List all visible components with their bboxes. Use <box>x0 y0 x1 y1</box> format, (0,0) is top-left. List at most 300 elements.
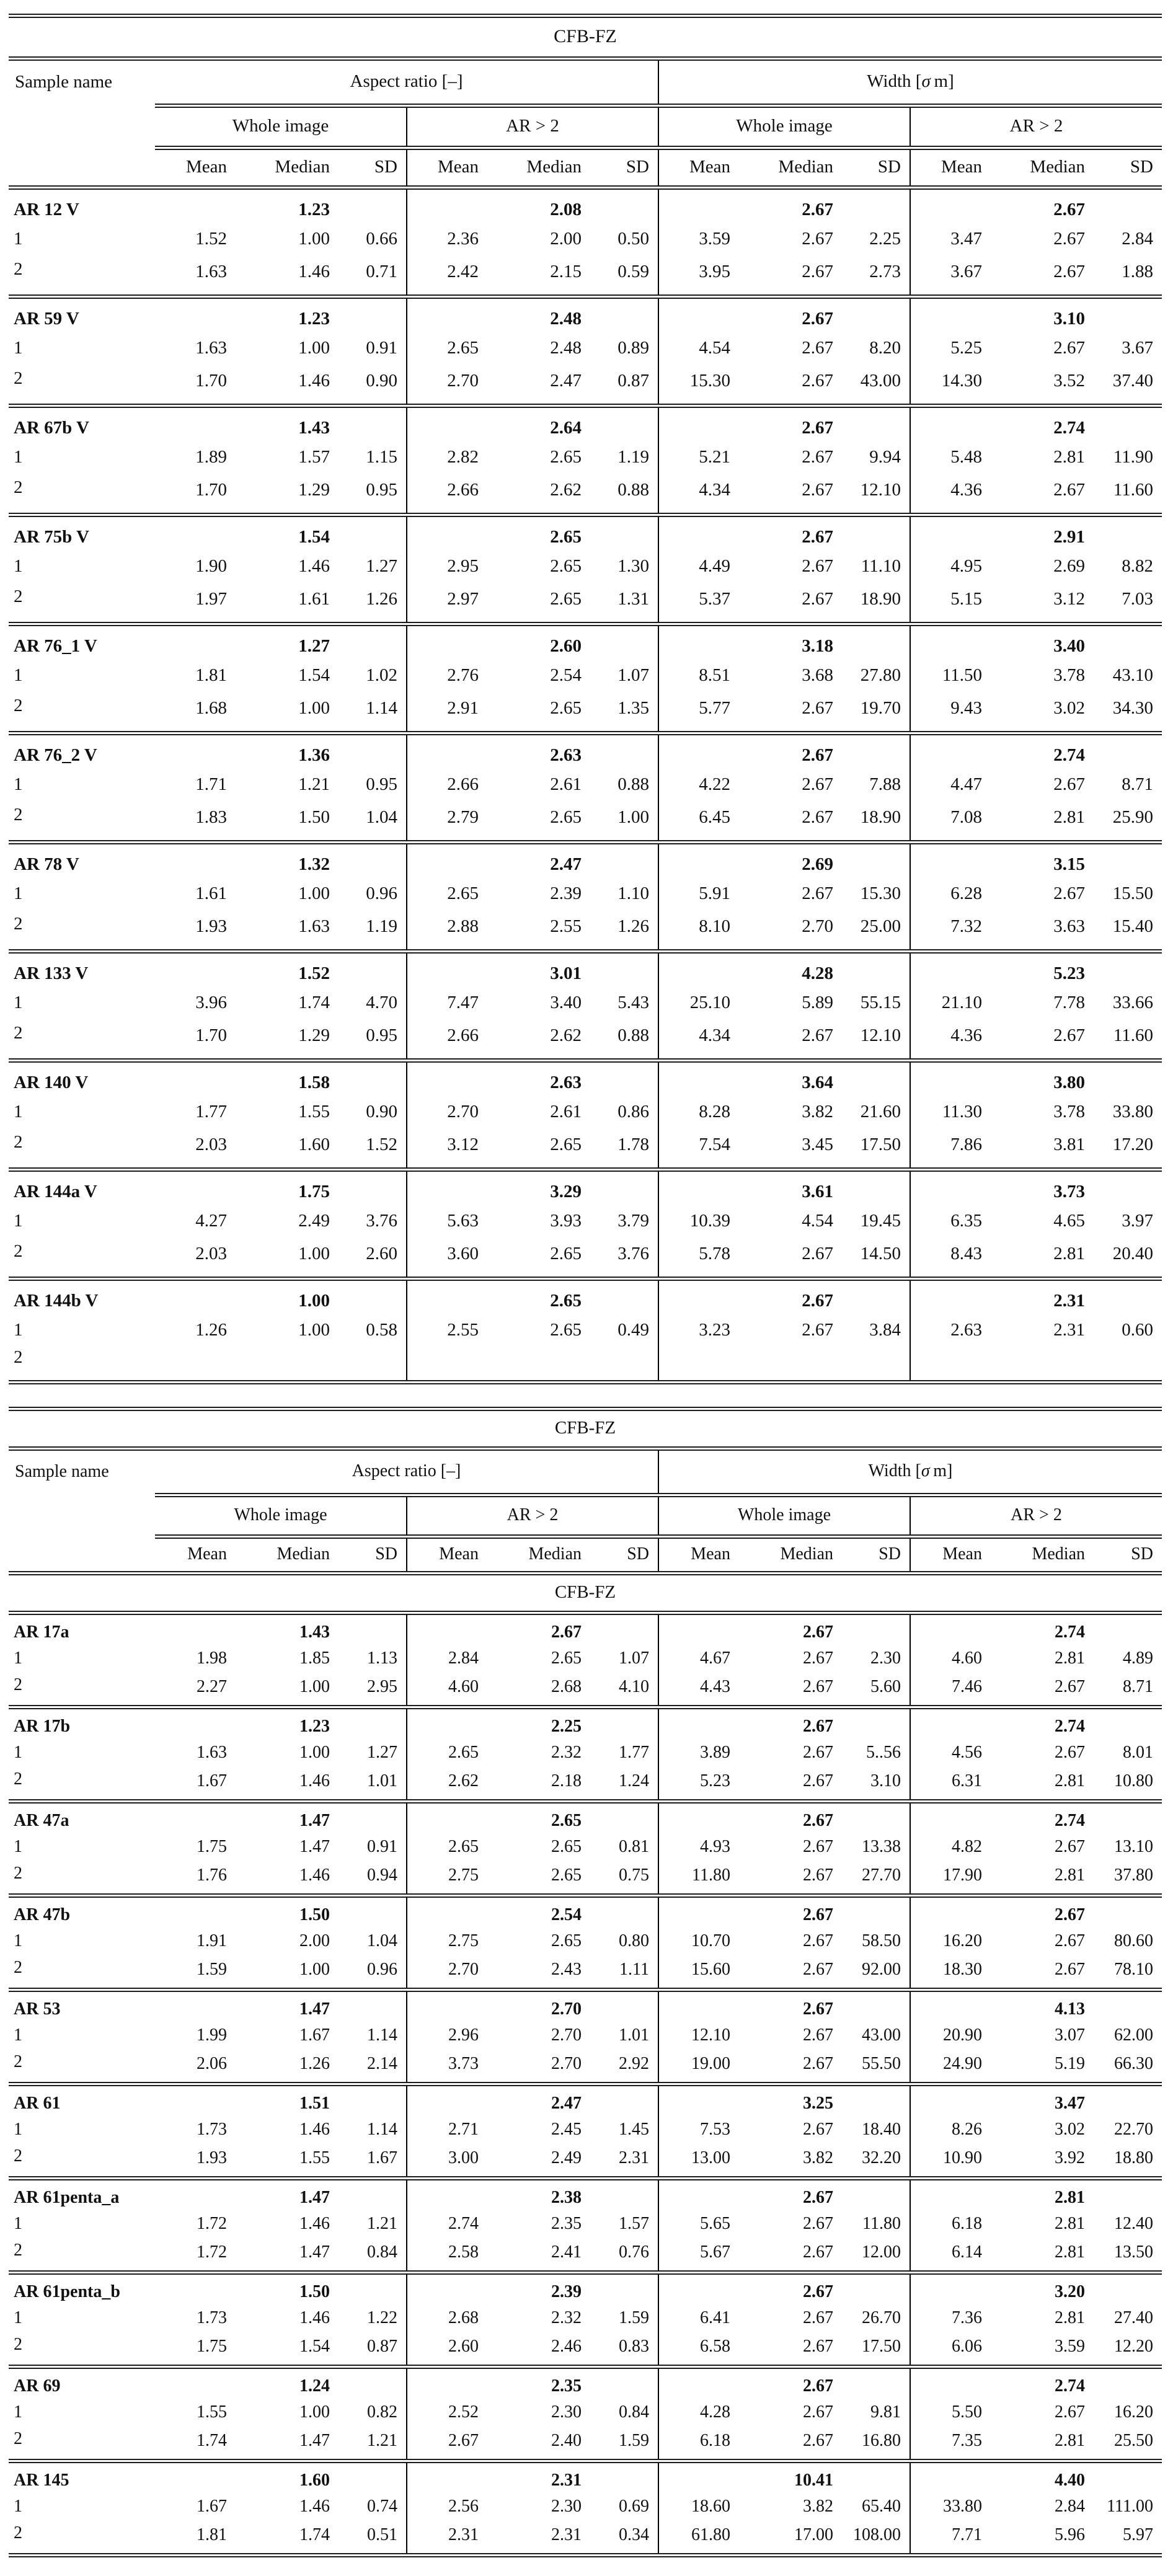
value-cell: 2.67 <box>1055 1931 1085 1950</box>
full-rule <box>9 731 1162 735</box>
value-cell: 7.03 <box>1122 589 1153 609</box>
value-cell: 0.81 <box>590 1833 658 1861</box>
value-cell: 1.78 <box>590 1128 658 1167</box>
horizontal-double-rule <box>9 14 1162 18</box>
stat-header-row <box>9 1539 1162 1571</box>
value-cell: 4.10 <box>590 1673 658 1705</box>
median-summary-spacer <box>407 1898 487 1927</box>
median-summary-spacer <box>155 1615 236 1644</box>
value-cell: 0.90 <box>339 365 407 404</box>
row-label-cell: 2 <box>14 2429 22 2448</box>
value-cell: 8.28 <box>699 1102 730 1122</box>
value-cell: 2.92 <box>590 2050 658 2082</box>
value-cell: 20.90 <box>943 2025 982 2045</box>
value-cell: 1.14 <box>339 2021 407 2050</box>
value-cell: 5.19 <box>1055 2054 1085 2073</box>
row-label-cell: 1 <box>14 1649 22 1668</box>
median-summary-spacer <box>1094 408 1162 441</box>
median-summary-cell: 1.47 <box>299 1811 330 1830</box>
value-cell: 0.94 <box>339 1861 407 1893</box>
data-row <box>9 1861 1162 1893</box>
median-summary-spacer <box>407 1992 487 2021</box>
value-cell: 1.21 <box>339 2210 407 2238</box>
rule-cell <box>9 185 1162 190</box>
value-cell: 1.14 <box>339 2115 407 2144</box>
median-summary-spacer <box>842 954 910 986</box>
median-summary-spacer <box>658 1804 739 1833</box>
rule-cell <box>155 146 1162 150</box>
median-summary-spacer <box>658 299 739 332</box>
data-row <box>9 2492 1162 2521</box>
data-row <box>9 1347 1162 1380</box>
value-cell: 0.75 <box>590 1861 658 1893</box>
sample-name-cell: AR 145 <box>14 2471 69 2490</box>
value-cell: 1.13 <box>339 1644 407 1673</box>
value-cell: 1.46 <box>298 262 330 281</box>
median-summary-spacer <box>910 2086 991 2115</box>
rule-cell <box>9 513 1162 517</box>
median-summary-spacer <box>590 1281 658 1314</box>
median-summary-cell: 3.80 <box>1053 1073 1085 1092</box>
median-summary-cell: 1.50 <box>299 1905 330 1924</box>
value-cell: 4.54 <box>802 1211 833 1231</box>
value-cell: 2.62 <box>550 480 582 500</box>
horizontal-double-rule <box>9 1277 1162 1281</box>
horizontal-double-rule <box>155 146 1162 150</box>
median-summary-spacer <box>1094 954 1162 986</box>
value-cell: 2.97 <box>447 589 479 609</box>
value-cell: 0.50 <box>590 223 658 255</box>
value-cell: 2.67 <box>802 338 833 358</box>
value-cell: 6.31 <box>952 1771 982 1790</box>
value-cell: 13.50 <box>1114 2242 1153 2262</box>
value-cell <box>842 1347 910 1380</box>
row-label-cell: 1 <box>14 883 23 903</box>
value-cell: 0.96 <box>339 877 407 910</box>
median-summary-spacer <box>407 2369 487 2398</box>
value-cell: 2.67 <box>803 1866 833 1885</box>
median-summary-cell: 2.69 <box>802 854 833 874</box>
full-rule <box>9 1893 1162 1898</box>
value-cell: 1.26 <box>590 910 658 949</box>
median-summary-spacer <box>155 626 236 659</box>
median-summary-cell: 2.67 <box>802 200 833 219</box>
median-summary-spacer <box>407 1709 487 1738</box>
median-summary-spacer <box>339 1281 407 1314</box>
row-label-cell: 1 <box>14 1102 23 1122</box>
value-cell: 2.67 <box>803 1960 833 1979</box>
sample-header-row <box>9 1063 1162 1095</box>
median-summary-spacer <box>658 626 739 659</box>
value-cell: 3.95 <box>699 262 730 281</box>
median-summary-spacer <box>155 1172 236 1205</box>
full-rule <box>9 1058 1162 1063</box>
value-cell: 25.00 <box>842 910 910 949</box>
value-cell: 8.51 <box>699 665 730 685</box>
median-summary-spacer <box>155 408 236 441</box>
data-row <box>9 1767 1162 1799</box>
value-cell: 3.47 <box>950 229 982 249</box>
value-cell: 9.43 <box>950 698 982 718</box>
median-summary-cell: 3.15 <box>1053 854 1085 874</box>
median-summary-spacer <box>1094 2369 1162 2398</box>
median-summary-cell: 2.38 <box>551 2188 582 2207</box>
median-summary-spacer <box>1094 1063 1162 1095</box>
value-cell: 0.87 <box>339 2332 407 2365</box>
value-cell: 15.60 <box>691 1960 730 1979</box>
value-cell: 11.60 <box>1113 480 1153 500</box>
value-cell: 12.10 <box>842 1019 910 1058</box>
value-cell: 3.60 <box>447 1244 479 1264</box>
value-cell: 0.96 <box>339 1955 407 1988</box>
median-summary-spacer <box>407 844 487 877</box>
median-summary-cell: 1.36 <box>298 745 330 765</box>
value-cell: 37.40 <box>1112 371 1153 391</box>
value-cell: 2.67 <box>1053 229 1085 249</box>
value-cell: 2.75 <box>448 1866 479 1885</box>
value-cell: 2.67 <box>803 1649 833 1668</box>
value-cell: 1.31 <box>590 583 658 622</box>
value-cell: 1.61 <box>195 883 227 903</box>
table-title-row <box>9 18 1162 56</box>
stat-header-sd: SD <box>842 1539 910 1571</box>
value-cell: 1.27 <box>339 550 407 583</box>
row-label-cell: 1 <box>14 2497 22 2516</box>
sample-name-cell: AR 47a <box>14 1811 69 1830</box>
value-cell: 5.43 <box>590 986 658 1019</box>
value-cell: 13.00 <box>691 2148 730 2167</box>
value-cell: 3.07 <box>1055 2025 1085 2045</box>
value-cell: 5.78 <box>699 1244 730 1264</box>
horizontal-double-rule <box>9 294 1162 299</box>
value-cell: 5.48 <box>950 447 982 467</box>
median-summary-spacer <box>155 844 236 877</box>
median-summary-cell: 2.91 <box>1053 527 1085 547</box>
value-cell: 2.67 <box>803 2308 833 2327</box>
median-summary-cell: 3.29 <box>550 1182 582 1202</box>
value-cell: 1.22 <box>339 2304 407 2332</box>
median-summary-spacer <box>1094 626 1162 659</box>
value-cell: 16.80 <box>842 2427 910 2459</box>
median-summary-spacer <box>842 2463 910 2492</box>
value-cell: 1.59 <box>197 1960 227 1979</box>
median-summary-spacer <box>658 517 739 550</box>
value-cell: 13.38 <box>842 1833 910 1861</box>
value-cell: 2.67 <box>803 1771 833 1790</box>
value-cell: 0.84 <box>590 2398 658 2427</box>
value-cell: 0.83 <box>590 2332 658 2365</box>
median-summary-cell: 2.63 <box>550 1073 582 1092</box>
rule-cell <box>9 949 1162 954</box>
median-summary-spacer <box>590 2180 658 2210</box>
full-rule <box>9 1705 1162 1709</box>
data-row <box>9 1833 1162 1861</box>
group-header-width: Width [σ m] <box>658 61 1162 104</box>
sample-name-cell: AR 61penta_a <box>14 2188 120 2207</box>
value-cell: 1.57 <box>298 447 330 467</box>
median-summary-cell: 2.67 <box>803 1811 833 1830</box>
value-cell: 1.75 <box>197 1837 227 1856</box>
value-cell: 4.43 <box>700 1677 730 1696</box>
stat-header-mean: Mean <box>691 1544 730 1564</box>
median-summary-spacer <box>155 1898 236 1927</box>
rule-cell <box>9 2553 1162 2557</box>
value-cell: 7.86 <box>950 1135 982 1154</box>
horizontal-double-rule <box>9 2459 1162 2463</box>
value-cell: 33.80 <box>943 2497 982 2516</box>
value-cell: 2.67 <box>448 2431 479 2450</box>
value-cell: 7.78 <box>1053 993 1085 1012</box>
median-summary-spacer <box>910 517 991 550</box>
value-cell: 1.14 <box>339 692 407 731</box>
median-summary-cell: 2.74 <box>1053 418 1085 438</box>
value-cell: 4.54 <box>699 338 730 358</box>
value-cell: 2.84 <box>1055 2497 1085 2516</box>
value-cell: 2.48 <box>550 338 582 358</box>
data-row <box>9 2115 1162 2144</box>
value-cell: 2.49 <box>298 1211 330 1231</box>
full-rule <box>9 2176 1162 2180</box>
value-cell: 27.40 <box>1114 2308 1153 2327</box>
median-summary-cell: 2.67 <box>802 418 833 438</box>
median-summary-spacer <box>1094 1172 1162 1205</box>
median-summary-spacer <box>155 954 236 986</box>
median-summary-spacer <box>842 299 910 332</box>
value-cell: 2.66 <box>447 480 479 500</box>
median-summary-spacer <box>590 2275 658 2304</box>
rule-cell <box>9 404 1162 408</box>
sample-header-row <box>9 2180 1162 2210</box>
value-cell: 80.60 <box>1114 1931 1153 1950</box>
horizontal-double-rule <box>9 2553 1162 2557</box>
value-cell: 3.92 <box>1055 2148 1085 2167</box>
median-summary-cell: 2.67 <box>803 1905 833 1924</box>
data-row <box>9 877 1162 910</box>
value-cell: 1.00 <box>298 229 330 249</box>
median-summary-spacer <box>842 1992 910 2021</box>
value-cell: 2.65 <box>550 1135 582 1154</box>
value-cell: 32.20 <box>842 2144 910 2176</box>
value-cell: 1.00 <box>298 1244 330 1264</box>
median-summary-cell: 2.08 <box>550 200 582 219</box>
median-summary-spacer <box>590 190 658 223</box>
value-cell: 2.18 <box>551 1771 582 1790</box>
horizontal-double-rule <box>9 1893 1162 1898</box>
value-cell: 3.82 <box>803 2497 833 2516</box>
value-cell: 78.10 <box>1114 1960 1153 1979</box>
median-summary-spacer <box>658 2463 739 2492</box>
rule-cell <box>9 1167 1162 1172</box>
value-cell: 12.10 <box>842 474 910 513</box>
full-rule <box>9 840 1162 844</box>
value-cell: 1.47 <box>299 1837 330 1856</box>
stat-header-sd: SD <box>1130 157 1153 177</box>
value-cell: 3.79 <box>590 1205 658 1237</box>
value-cell: 6.45 <box>699 807 730 827</box>
sample-header-row <box>9 2463 1162 2492</box>
stat-header-sd: SD <box>590 150 658 185</box>
rule-cell <box>9 2082 1162 2086</box>
data-row <box>9 801 1162 840</box>
median-summary-cell: 1.23 <box>299 1717 330 1736</box>
median-summary-cell: 2.67 <box>803 1622 833 1642</box>
horizontal-double-rule <box>9 1446 1162 1451</box>
value-cell: 2.67 <box>803 1743 833 1762</box>
value-cell: 2.62 <box>448 1771 479 1790</box>
full-rule <box>9 1799 1162 1804</box>
median-summary-spacer <box>910 2275 991 2304</box>
value-cell: 2.67 <box>802 807 833 827</box>
median-summary-spacer <box>658 2369 739 2398</box>
median-summary-spacer <box>910 408 991 441</box>
value-cell: 2.67 <box>803 2402 833 2422</box>
row-label-cell: 2 <box>14 1131 23 1152</box>
rule-gap-cell <box>9 1493 155 1497</box>
horizontal-double-rule <box>9 1571 1162 1575</box>
row-label-cell: 2 <box>14 2146 22 2166</box>
value-cell: 2.65 <box>550 556 582 576</box>
median-summary-cell: 1.75 <box>298 1182 330 1202</box>
rule-cell <box>9 2459 1162 2463</box>
value-cell: 4.28 <box>700 2402 730 2422</box>
value-cell: 27.70 <box>842 1861 910 1893</box>
median-summary-cell: 4.13 <box>1055 1999 1085 2019</box>
rule-cell <box>9 2365 1162 2369</box>
horizontal-double-rule <box>9 1058 1162 1063</box>
value-cell <box>590 1347 658 1380</box>
value-cell: 2.67 <box>803 2242 833 2262</box>
value-cell: 16.20 <box>1114 2402 1153 2422</box>
value-cell: 1.10 <box>590 877 658 910</box>
value-cell: 3.52 <box>1053 371 1085 391</box>
value-cell: 7.53 <box>700 2120 730 2139</box>
value-cell: 8.26 <box>952 2120 982 2139</box>
data-row <box>9 365 1162 404</box>
median-summary-spacer <box>155 299 236 332</box>
value-cell: 2.06 <box>197 2054 227 2073</box>
median-summary-cell: 2.47 <box>551 2094 582 2113</box>
data-row <box>9 1673 1162 1705</box>
median-summary-spacer <box>658 735 739 768</box>
median-summary-cell: 2.60 <box>550 636 582 656</box>
stat-header-sd: SD <box>339 150 407 185</box>
value-cell: 2.30 <box>842 1644 910 1673</box>
median-summary-spacer <box>842 1898 910 1927</box>
value-cell: 25.10 <box>689 993 730 1012</box>
value-cell: 1.21 <box>298 774 330 794</box>
stat-header-gap <box>9 150 155 185</box>
median-summary-spacer <box>339 408 407 441</box>
sample-header-row <box>9 1172 1162 1205</box>
median-summary-cell: 1.60 <box>299 2471 330 2490</box>
value-cell: 2.65 <box>447 883 479 903</box>
value-cell: 15.50 <box>1112 883 1153 903</box>
value-cell: 2.55 <box>550 916 582 936</box>
value-cell: 2.45 <box>551 2120 582 2139</box>
partial-rule <box>9 1493 1162 1497</box>
data-row <box>9 1128 1162 1167</box>
stat-header-mean: Mean <box>689 157 730 177</box>
value-cell: 3.02 <box>1055 2120 1085 2139</box>
median-summary-spacer <box>910 1709 991 1738</box>
value-cell: 12.40 <box>1114 2214 1153 2233</box>
value-cell: 0.89 <box>590 332 658 365</box>
median-summary-spacer <box>910 1804 991 1833</box>
value-cell: 2.67 <box>1053 338 1085 358</box>
value-cell: 3.81 <box>1053 1135 1085 1154</box>
median-summary-spacer <box>842 1709 910 1738</box>
value-cell: 1.26 <box>195 1320 227 1340</box>
full-rule <box>9 1988 1162 1992</box>
data-row <box>9 2427 1162 2459</box>
median-summary-spacer <box>910 2463 991 2492</box>
median-summary-spacer <box>155 2369 236 2398</box>
value-cell: 21.10 <box>941 993 982 1012</box>
value-cell: 1.00 <box>298 883 330 903</box>
value-cell: 19.45 <box>842 1205 910 1237</box>
row-label-cell: 1 <box>14 2214 22 2233</box>
value-cell: 1.02 <box>339 659 407 692</box>
horizontal-double-rule <box>9 1705 1162 1709</box>
sample-name-cell: AR 140 V <box>14 1073 89 1092</box>
table-body <box>9 1407 1162 2557</box>
value-cell: 8.43 <box>950 1244 982 1264</box>
group-header-row <box>9 61 1162 104</box>
value-cell: 6.18 <box>952 2214 982 2233</box>
median-summary-spacer <box>910 1615 991 1644</box>
median-summary-cell: 10.41 <box>794 2471 833 2490</box>
rule-cell <box>9 2270 1162 2275</box>
value-cell: 1.74 <box>298 993 330 1012</box>
median-summary-spacer <box>590 1172 658 1205</box>
row-label-cell: 2 <box>14 2335 22 2354</box>
value-cell: 2.15 <box>550 262 582 281</box>
value-cell: 0.88 <box>590 768 658 801</box>
value-cell: 0.84 <box>339 2238 407 2270</box>
sample-header-row <box>9 517 1162 550</box>
horizontal-double-rule <box>9 1799 1162 1804</box>
value-cell: 2.25 <box>842 223 910 255</box>
full-rule <box>9 949 1162 954</box>
rule-cell <box>9 1799 1162 1804</box>
value-cell: 0.91 <box>339 1833 407 1861</box>
value-cell: 2.55 <box>447 1320 479 1340</box>
value-cell: 9.94 <box>842 441 910 474</box>
value-cell: 1.83 <box>195 807 227 827</box>
value-cell: 1.57 <box>590 2210 658 2238</box>
value-cell: 11.60 <box>1113 1025 1153 1045</box>
value-cell: 1.24 <box>590 1767 658 1799</box>
value-cell: 11.10 <box>842 550 910 583</box>
row-label-cell: 1 <box>14 1211 23 1231</box>
value-cell: 4.49 <box>699 556 730 576</box>
full-rule <box>9 622 1162 626</box>
value-cell: 1.88 <box>1122 262 1153 281</box>
value-cell: 3.23 <box>699 1320 730 1340</box>
median-summary-cell: 3.01 <box>550 963 582 983</box>
value-cell: 5.63 <box>447 1211 479 1231</box>
median-summary-spacer <box>1094 1615 1162 1644</box>
median-summary-spacer <box>339 844 407 877</box>
median-summary-spacer <box>155 517 236 550</box>
value-cell: 1.54 <box>298 665 330 685</box>
value-cell: 1.67 <box>197 2497 227 2516</box>
rule-cell <box>9 2176 1162 2180</box>
partial-rule <box>9 146 1162 150</box>
value-cell: 2.67 <box>802 1320 833 1340</box>
value-cell: 17.20 <box>1112 1135 1153 1154</box>
median-summary-spacer <box>339 1063 407 1095</box>
